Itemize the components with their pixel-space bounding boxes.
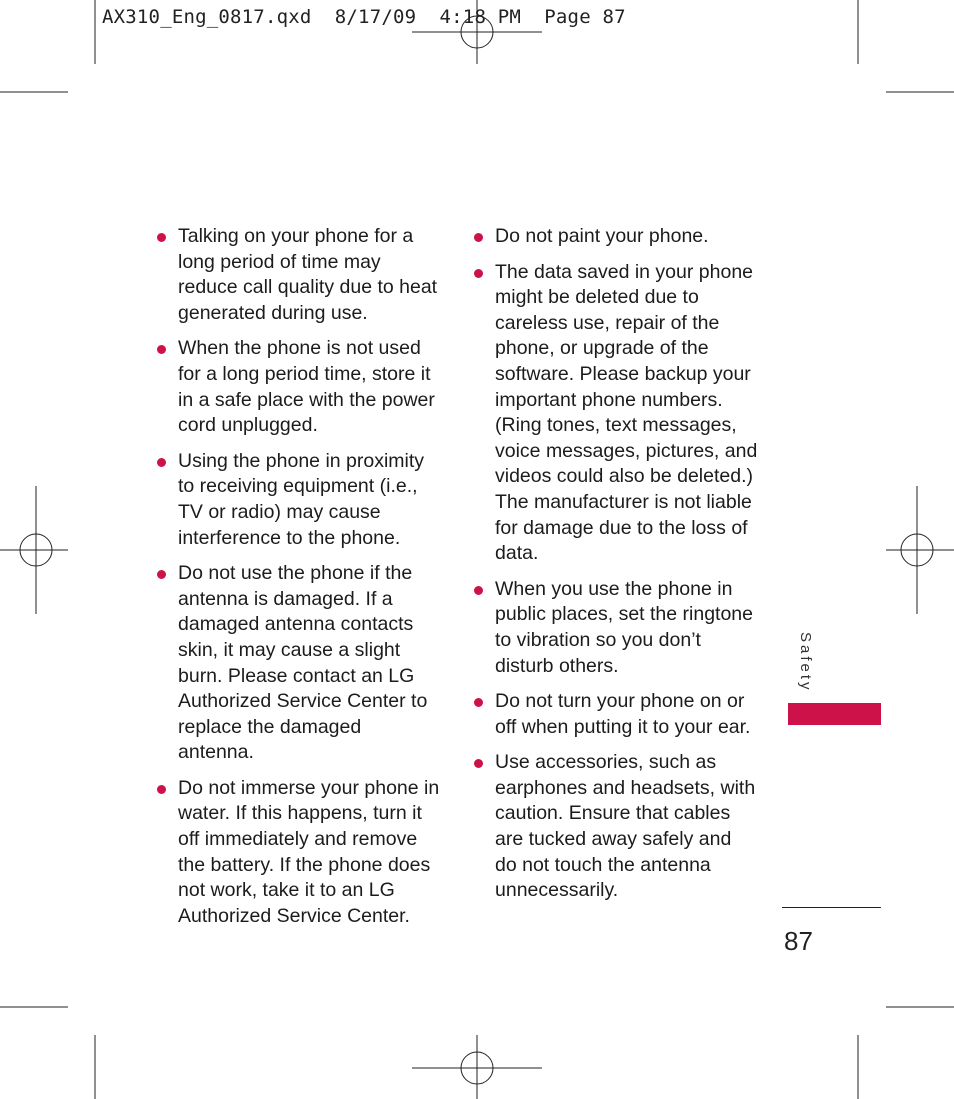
bullet-dot — [157, 233, 166, 242]
left-bullet-list — [156, 224, 441, 929]
bullet-dot — [157, 345, 166, 354]
list-item — [156, 336, 441, 438]
bullet-dot — [474, 233, 483, 242]
registration-target-right — [886, 486, 954, 614]
list-item-text: Use accessories, such as earphones and headsets, with caution. Ensure that cables are tucked away safely and do not touch the antenna unnecessarily. — [495, 751, 756, 902]
bullet-dot — [474, 698, 483, 707]
bullet-dot — [157, 570, 166, 579]
registration-target-bottom — [412, 1035, 542, 1099]
list-item — [156, 224, 441, 326]
bullet-dot — [474, 759, 483, 768]
section-tab-label: Safety — [797, 632, 814, 693]
list-item — [473, 750, 758, 904]
list-item-text: When you use the phone in public places, set the ringtone to vibration so you don’t disturb others. — [495, 577, 753, 677]
list-item — [473, 689, 758, 740]
print-slug-line: AX310_Eng_0817.qxd 8/17/09 4:18 PM Page 87 — [102, 6, 626, 28]
list-item — [156, 776, 441, 930]
list-item — [473, 224, 758, 250]
list-item-text: The data saved in your phone might be deleted due to careless use, repair of the phone, or upgrade of the software. Please backup your important phone numbers. (Ring tones, text messages, voice messages, pictures, and videos could also be deleted.) The manufacturer is not liable for damage due to the loss of data. — [495, 260, 758, 565]
page-number: 87 — [784, 926, 813, 956]
list-item — [156, 449, 441, 551]
page-number-rule — [782, 907, 881, 908]
bullet-dot — [474, 586, 483, 595]
registration-target-top — [412, 0, 542, 64]
bullet-dot — [157, 785, 166, 794]
section-tab-bar — [788, 703, 881, 725]
list-item — [473, 260, 758, 567]
registration-target-left — [0, 486, 68, 614]
bullet-dot — [474, 269, 483, 278]
list-item-text: Do not use the phone if the antenna is damaged. If a damaged antenna contacts skin, it may cause a slight burn. Please contact an LG Authorized Service Center to replace the damaged antenna. — [178, 562, 428, 764]
left-column — [156, 224, 441, 939]
list-item-text: Talking on your phone for a long period of time may reduce call quality due to heat generated during use. — [178, 225, 438, 324]
list-item-text: Do not paint your phone. — [495, 225, 709, 247]
list-item — [156, 561, 441, 766]
list-item-text: Using the phone in proximity to receiving equipment (i.e., TV or radio) may cause interference to the phone. — [178, 449, 425, 549]
right-bullet-list — [473, 224, 758, 904]
list-item-text: When the phone is not used for a long period time, store it in a safe place with the power cord unplugged. — [178, 337, 435, 437]
list-item-text: Do not immerse your phone in water. If this happens, turn it off immediately and remove the battery. If the phone does not work, take it to an LG Authorized Service Center. — [178, 776, 440, 927]
bullet-dot — [157, 458, 166, 467]
right-column — [473, 224, 758, 914]
list-item-text: Do not turn your phone on or off when putting it to your ear. — [495, 690, 751, 738]
list-item — [473, 577, 758, 679]
